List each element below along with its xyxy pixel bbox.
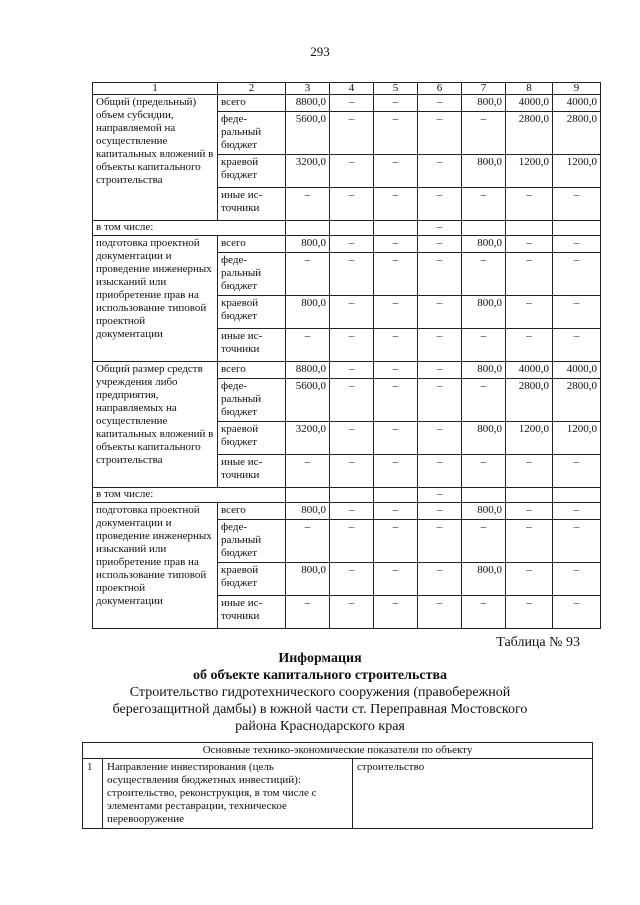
value-cell: 5600,0 — [286, 379, 330, 422]
value-cell: 2800,0 — [506, 379, 553, 422]
value-cell: – — [462, 112, 506, 155]
row-group-label: Общий размер средств учреждения либо предприятия, направляемых на осуществление капитальных вложений в объекты капитального строительства — [93, 362, 218, 488]
table-row — [93, 95, 601, 112]
value-cell: – — [330, 296, 374, 329]
row-number: 1 — [83, 759, 103, 829]
value-cell: 800,0 — [462, 563, 506, 596]
empty-cell — [330, 221, 374, 236]
column-header: 8 — [506, 83, 553, 95]
value-cell: 800,0 — [286, 236, 330, 253]
value-cell: 4000,0 — [553, 362, 601, 379]
value-cell: – — [506, 329, 553, 362]
value-cell: – — [330, 455, 374, 488]
funding-source: всего — [218, 362, 286, 379]
funding-source: всего — [218, 95, 286, 112]
value-cell: 800,0 — [286, 563, 330, 596]
funding-source: иные ис-точники — [218, 329, 286, 362]
value-cell: – — [418, 112, 462, 155]
column-header: 3 — [286, 83, 330, 95]
value-cell: – — [330, 520, 374, 563]
page-number: 293 — [310, 44, 330, 59]
section-label: в том числе: — [93, 488, 286, 503]
funding-source: иные ис-точники — [218, 188, 286, 221]
value-cell: 800,0 — [286, 503, 330, 520]
value-cell: – — [286, 520, 330, 563]
column-header: 4 — [330, 83, 374, 95]
empty-cell — [286, 488, 330, 503]
column-header: 7 — [462, 83, 506, 95]
value-cell: – — [418, 188, 462, 221]
funding-source: феде-ральный бюджет — [218, 379, 286, 422]
value-cell: – — [418, 520, 462, 563]
value-cell: – — [462, 596, 506, 629]
value-cell: – — [330, 253, 374, 296]
value-cell: – — [506, 236, 553, 253]
value-cell: – — [553, 188, 601, 221]
value-cell: – — [418, 362, 462, 379]
value-cell: 800,0 — [462, 236, 506, 253]
funding-source: всего — [218, 503, 286, 520]
value-cell: 8800,0 — [286, 362, 330, 379]
value-cell: – — [506, 520, 553, 563]
value-cell: – — [506, 253, 553, 296]
value-cell: – — [553, 503, 601, 520]
heading-object-line3: района Краснодарского края — [235, 719, 405, 734]
value-cell: – — [553, 563, 601, 596]
value-cell: – — [374, 520, 418, 563]
value-cell: – — [374, 379, 418, 422]
value-cell: – — [374, 362, 418, 379]
value-cell: 800,0 — [462, 362, 506, 379]
value-cell: – — [286, 253, 330, 296]
value-cell: 1200,0 — [553, 155, 601, 188]
value-cell: – — [374, 455, 418, 488]
value-cell: – — [418, 329, 462, 362]
value-cell: 800,0 — [286, 296, 330, 329]
value-cell: – — [506, 455, 553, 488]
value-cell: 3200,0 — [286, 422, 330, 455]
value-cell: – — [330, 188, 374, 221]
value-cell: – — [553, 253, 601, 296]
indicators-table — [82, 742, 593, 829]
section-row — [93, 488, 601, 503]
value-cell: – — [418, 379, 462, 422]
value-cell: – — [330, 379, 374, 422]
value-cell: 4000,0 — [553, 95, 601, 112]
value-cell: 2800,0 — [553, 112, 601, 155]
row-group-label: подготовка проектной документации и проведение инженерных изысканий или приобретение прав на использование типовой проектной документации — [93, 236, 218, 362]
empty-cell — [330, 488, 374, 503]
value-cell: – — [418, 253, 462, 296]
value-cell: – — [506, 596, 553, 629]
funding-table — [92, 82, 601, 629]
value-cell: – — [553, 296, 601, 329]
value-cell: – — [374, 596, 418, 629]
value-cell: – — [374, 253, 418, 296]
table-label: Таблица № 93 — [496, 635, 580, 650]
value-cell: – — [462, 188, 506, 221]
value-cell: – — [418, 155, 462, 188]
value-cell: – — [286, 596, 330, 629]
value-cell: 800,0 — [462, 422, 506, 455]
value-cell: – — [330, 422, 374, 455]
row-group-label: подготовка проектной документации и проведение инженерных изысканий или приобретение прав на использование типовой проектной документации — [93, 503, 218, 629]
value-cell: – — [330, 563, 374, 596]
value-cell: 3200,0 — [286, 155, 330, 188]
value-cell: – — [418, 422, 462, 455]
funding-source: краевой бюджет — [218, 296, 286, 329]
empty-cell — [553, 488, 601, 503]
column-header: 6 — [418, 83, 462, 95]
value-cell: – — [374, 155, 418, 188]
value-cell: – — [286, 329, 330, 362]
funding-source: феде-ральный бюджет — [218, 253, 286, 296]
column-header: 1 — [93, 83, 218, 95]
value-cell: – — [462, 455, 506, 488]
value-cell: – — [506, 503, 553, 520]
value-cell: – — [418, 455, 462, 488]
table-row — [83, 759, 593, 829]
row-group-label: Общий (предельный) объем субсидии, направляемой на осуществление капитальных вложений в объекты капитального строительства — [93, 95, 218, 221]
value-cell: 1200,0 — [553, 422, 601, 455]
value-cell: – — [418, 221, 462, 236]
indicator-value: строительство — [353, 759, 593, 829]
value-cell: – — [330, 362, 374, 379]
table-row — [93, 503, 601, 520]
value-cell: – — [418, 488, 462, 503]
heading-object-line1: Строительство гидротехнического сооружения (правобережной — [129, 685, 511, 700]
value-cell: – — [374, 188, 418, 221]
funding-source: феде-ральный бюджет — [218, 112, 286, 155]
empty-cell — [462, 488, 506, 503]
empty-cell — [506, 488, 553, 503]
value-cell: – — [374, 422, 418, 455]
value-cell: – — [418, 503, 462, 520]
header-row — [93, 83, 601, 95]
indicator-label: Направление инвестирования (цель осуществления бюджетных инвестиций): строительство, реконструкция, в том числе с элементами реставрации, техническое перевооружение — [103, 759, 353, 829]
value-cell: 4000,0 — [506, 95, 553, 112]
value-cell: – — [506, 296, 553, 329]
column-header: 5 — [374, 83, 418, 95]
funding-source: краевой бюджет — [218, 155, 286, 188]
value-cell: – — [553, 520, 601, 563]
empty-cell — [374, 488, 418, 503]
value-cell: – — [418, 296, 462, 329]
value-cell: – — [462, 329, 506, 362]
heading-object-line2: берегозащитной дамбы) в южной части ст. Переправная Мостовского — [112, 702, 528, 717]
column-header: 9 — [553, 83, 601, 95]
empty-cell — [286, 221, 330, 236]
value-cell: – — [553, 455, 601, 488]
funding-source: иные ис-точники — [218, 596, 286, 629]
value-cell: – — [418, 596, 462, 629]
empty-cell — [374, 221, 418, 236]
heading-title: Информация — [278, 651, 362, 666]
value-cell: 8800,0 — [286, 95, 330, 112]
value-cell: – — [374, 95, 418, 112]
value-cell: 1200,0 — [506, 155, 553, 188]
value-cell: – — [553, 596, 601, 629]
object-heading — [0, 650, 640, 735]
value-cell: – — [330, 503, 374, 520]
value-cell: – — [330, 236, 374, 253]
value-cell: – — [506, 188, 553, 221]
value-cell: – — [553, 236, 601, 253]
value-cell: 800,0 — [462, 296, 506, 329]
value-cell: 800,0 — [462, 155, 506, 188]
value-cell: – — [374, 296, 418, 329]
value-cell: 2800,0 — [553, 379, 601, 422]
empty-cell — [553, 221, 601, 236]
value-cell: 4000,0 — [506, 362, 553, 379]
funding-source: краевой бюджет — [218, 563, 286, 596]
value-cell: – — [462, 520, 506, 563]
value-cell: – — [418, 236, 462, 253]
value-cell: – — [374, 329, 418, 362]
value-cell: – — [374, 503, 418, 520]
value-cell: – — [506, 563, 553, 596]
section-row — [93, 221, 601, 236]
heading-subtitle: об объекте капитального строительства — [192, 668, 448, 683]
empty-cell — [462, 221, 506, 236]
value-cell: 5600,0 — [286, 112, 330, 155]
value-cell: – — [418, 95, 462, 112]
value-cell: 2800,0 — [506, 112, 553, 155]
value-cell: – — [462, 253, 506, 296]
column-header: 2 — [218, 83, 286, 95]
value-cell: – — [330, 155, 374, 188]
value-cell: – — [418, 563, 462, 596]
value-cell: – — [330, 95, 374, 112]
value-cell: – — [553, 329, 601, 362]
funding-source: иные ис-точники — [218, 455, 286, 488]
table-row — [93, 362, 601, 379]
value-cell: 1200,0 — [506, 422, 553, 455]
value-cell: – — [374, 112, 418, 155]
indicators-caption: Основные технико-экономические показатели по объекту — [83, 743, 593, 759]
funding-source: феде-ральный бюджет — [218, 520, 286, 563]
value-cell: 800,0 — [462, 95, 506, 112]
value-cell: – — [330, 329, 374, 362]
value-cell: – — [462, 379, 506, 422]
section-label: в том числе: — [93, 221, 286, 236]
funding-source: краевой бюджет — [218, 422, 286, 455]
empty-cell — [506, 221, 553, 236]
value-cell: – — [286, 188, 330, 221]
value-cell: 800,0 — [462, 503, 506, 520]
value-cell: – — [374, 563, 418, 596]
value-cell: – — [330, 596, 374, 629]
value-cell: – — [286, 455, 330, 488]
value-cell: – — [374, 236, 418, 253]
value-cell: – — [330, 112, 374, 155]
table-row — [93, 236, 601, 253]
funding-source: всего — [218, 236, 286, 253]
